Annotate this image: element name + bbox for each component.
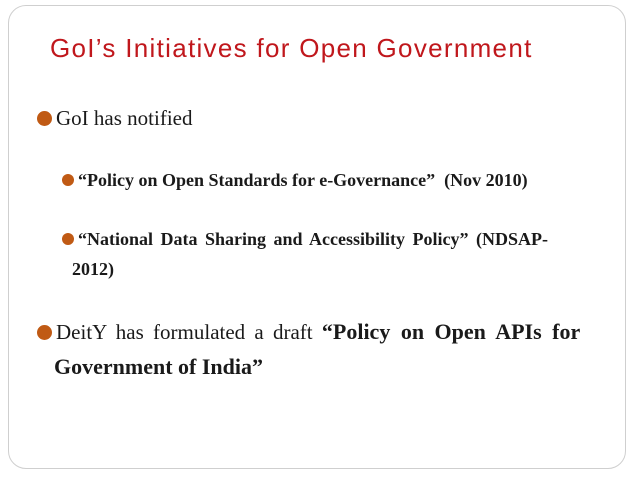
bullet-dot-icon — [62, 174, 74, 186]
sub-bullet-text: “National Data Sharing and Accessibility Policy” (NDSAP- — [78, 229, 549, 249]
bullet-dot-icon — [37, 111, 52, 126]
sub-bullet-item — [62, 170, 528, 191]
sub-bullet-item — [62, 229, 548, 250]
sub-bullet-text: “Policy on Open Standards for e-Governance” (Nov 2010) — [78, 170, 528, 190]
bullet-text: GoI has notified — [56, 106, 193, 130]
bullet-text-emphasis: “Policy on Open APIs for — [321, 319, 581, 344]
bullet-continuation: Government of India” — [54, 354, 263, 379]
sub-bullet-continuation: 2012) — [72, 259, 114, 279]
slide-title: GoI’s Initiatives for Open Government — [50, 33, 533, 63]
bullet-text: DeitY has formulated a draft — [56, 320, 322, 344]
bullet-dot-icon — [37, 325, 52, 340]
bullet-item — [37, 319, 580, 345]
bullet-item — [37, 106, 192, 131]
bullet-dot-icon — [62, 233, 74, 245]
